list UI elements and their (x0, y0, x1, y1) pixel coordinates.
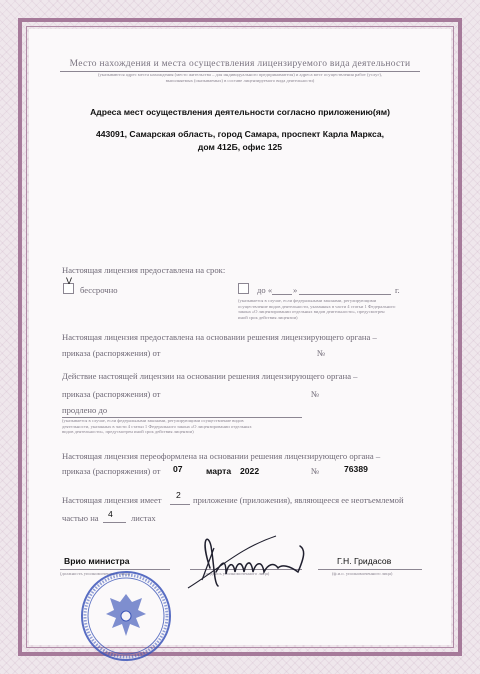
appendix-count-line (170, 504, 190, 505)
official-stamp (80, 570, 172, 662)
term-note-2: осуществление видов деятельности, указанных в части 4 статьи 1 Федерального (238, 303, 396, 309)
appendix-line-1-suffix: приложение (приложения), являющееся ее неотъемлемой (193, 495, 404, 505)
until-prefix: до « (257, 285, 273, 295)
handwritten-signature (180, 528, 330, 598)
reissue-day: 07 (173, 464, 183, 474)
signature-caption: (подпись уполномоченного лица) (204, 571, 270, 576)
name-caption: (ф.и.о. уполномоченного лица) (332, 571, 393, 576)
term-note-4: иной срок действия лицензии) (238, 314, 298, 320)
reissue-number: 76389 (344, 464, 368, 474)
reissue-line-2: приказа (распоряжения) от (62, 466, 161, 476)
extension-line-1: Действие настоящей лицензии на основании решения лицензирующего органа – (62, 371, 358, 381)
extended-until-label: продлено до (62, 405, 108, 415)
signatory-name: Г.Н. Гридасов (337, 556, 392, 566)
basis-number-sign: № (317, 348, 326, 358)
signatory-position: Врио министра (64, 556, 130, 566)
addresses-heading: Адреса мест осуществления деятельности согласно приложению(ям) (90, 107, 390, 117)
extension-note-3: видов деятельности», предусмотрен иной срок действия лицензии) (62, 429, 194, 434)
term-label: Настоящая лицензия предоставлена на срок: (62, 265, 226, 275)
basis-line-1: Настоящая лицензия предоставлена на основании решения лицензирующего органа – (62, 332, 377, 342)
reissue-line-1: Настоящая лицензия переоформлена на основании решения лицензирующего органа – (62, 451, 381, 461)
reissue-month: марта (206, 466, 232, 476)
until-suffix: г. (395, 285, 400, 295)
term-note-1: (указывается в случае, если федеральными законами, регулирующими (238, 298, 377, 303)
until-mid: » (293, 285, 298, 295)
until-month-line (299, 294, 391, 295)
appendix-count: 2 (176, 490, 181, 500)
address-line-2: дом 412Б, офис 125 (197, 142, 283, 152)
name-line (318, 569, 422, 570)
position-caption: (должность уполномоченного лица) (60, 571, 131, 576)
appendix-sheets: 4 (108, 509, 113, 519)
header-title: Место нахождения и места осуществления лицензируемого вида деятельности (69, 59, 411, 69)
until-day-line (272, 294, 292, 295)
appendix-sheets-line (103, 522, 126, 523)
appendix-line-2-prefix: частью на (62, 513, 99, 523)
check-mark: V (66, 276, 73, 286)
header-note-1: (указываются адрес места нахождения (место жительства – для индивидуального предпринимателя) и адреса мест осуществления работ (услуг), (97, 72, 383, 77)
appendix-line-2-suffix: листах (131, 513, 156, 523)
basis-line-2: приказа (распоряжения) от (62, 348, 161, 358)
reissue-year: 2022 (240, 466, 260, 476)
extension-line-2: приказа (распоряжения) от (62, 389, 161, 399)
appendix-line-1-prefix: Настоящая лицензия имеет (62, 495, 162, 505)
until-checkbox (238, 283, 249, 294)
extension-note-2: деятельности, указанных в части 4 статьи 1 Федерального закона «О лицензировании отдельных (62, 423, 252, 429)
header-note-2: выполняемых (оказываемых) в составе лицензируемого вида деятельности) (165, 78, 315, 83)
address-line-1: 443091, Самарская область, город Самара, проспект Карла Маркса, (95, 129, 385, 139)
reissue-number-sign: № (311, 466, 320, 476)
extension-number-sign: № (311, 389, 320, 399)
extension-note-1: (указывается в случае, если федеральными законами, регулирующими осуществление видов (62, 418, 244, 423)
unlimited-label: бессрочно (80, 285, 118, 295)
term-note-3: закона «О лицензировании отдельных видов деятельности», предусмотрен (238, 309, 385, 314)
